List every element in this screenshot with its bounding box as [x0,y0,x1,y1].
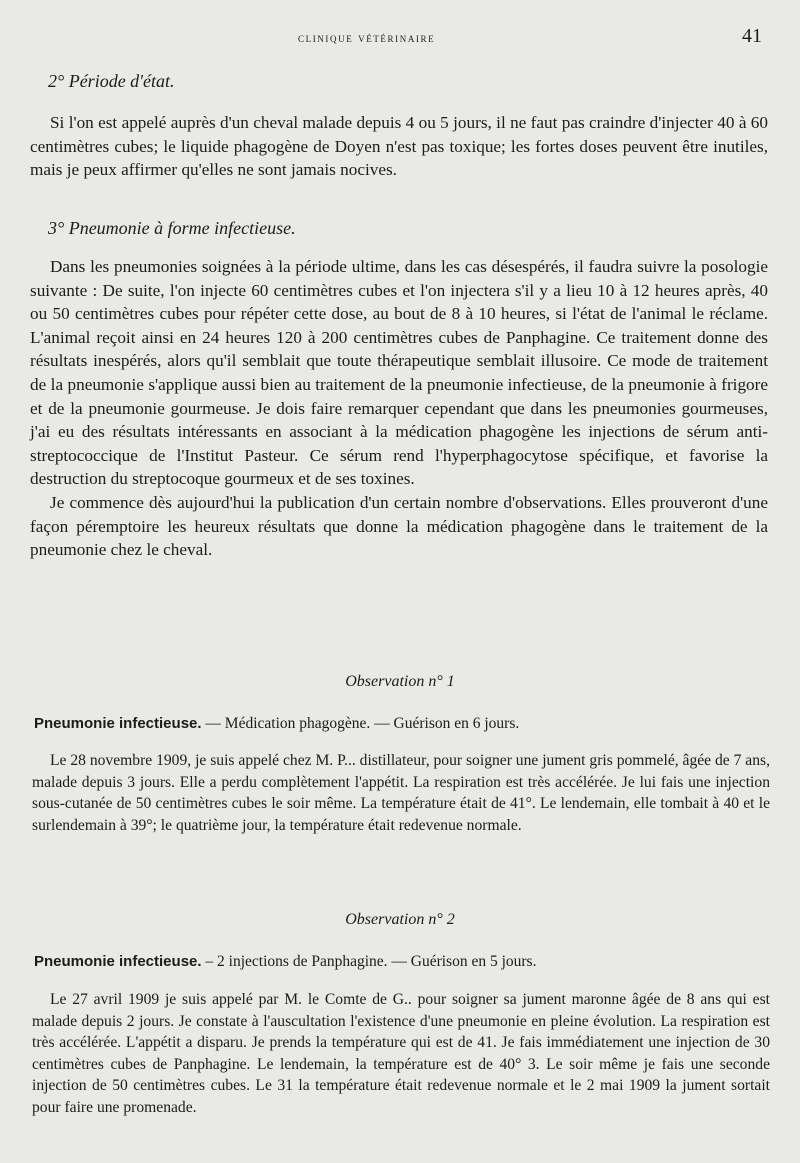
observation-summary: — Médication phagogène. — Guérison en 6 jours. [201,715,520,732]
running-head [0,25,800,52]
paragraph: Le 27 avril 1909 je suis appelé par M. le Comte de G.. pour soigner sa jument maronne âgée de 8 ans qui est malade depuis 2 jours. Je constate à l'auscultation l'existence d'une pneumonie en pleine évolution. La respiration est très accélérée. L'appétit a disparu. Je prends la température qui est de 41. Je fais immédiatement une injection de 30 centimètres cubes de Panphagine. Le lendemain, la température est de 40° 3. Le soir même je fais une seconde injection de 50 centimètres cubes. Le 31 la température était redevenue normale et le 2 mai 1909 la jument sortait pour faire une promenade. [32,991,770,1116]
observation-label: Pneumonie infectieuse. [34,715,202,732]
observation-text-1 [32,750,770,836]
page-number: 41 [742,25,762,47]
observation-summary: – 2 injections de Panphagine. — Guérison en 5 jours. [201,953,537,970]
observation-text-2 [32,989,770,1119]
paragraph: Le 28 novembre 1909, je suis appelé chez M. P... distillateur, pour soigner une jument gris pommelé, âgée de 7 ans, malade depuis 3 jours. Elle a perdu complètement l'appétit. La respiration est très accélérée. Je lui fais une injection sous-cutanée de 50 centimètres cubes le soir même. La température était de 41°. Le lendemain, elle tombait à 40 et le surlendemain à 39°; le quatrième jour, la température était redevenue normale. [32,752,770,834]
observation-title-2: Observation n° 2 [345,911,455,928]
section-heading-periode-etat: 2° Période d'état. [48,71,175,91]
section-heading-pneumonie-infectieuse: 3° Pneumonie à forme infectieuse. [48,218,296,238]
section-paragraph-periode-etat [30,111,768,182]
observation-header-1 [34,715,770,733]
observation-label: Pneumonie infectieuse. [34,953,202,970]
running-title: clinique vétérinaire [298,30,436,45]
paragraph: Si l'on est appelé auprès d'un cheval malade depuis 4 ou 5 jours, il ne faut pas craindre d'injecter 40 à 60 centimètres cubes; le liquide phagogène de Doyen n'est pas toxique; les fortes doses peuvent être inutiles, mais je peux affirmer qu'elles ne sont jamais nocives. [30,113,768,180]
paragraph: Dans les pneumonies soignées à la période ultime, dans les cas désespérés, il faudra suivre la posologie suivante : De suite, l'on injecte 60 centimètres cubes et l'on injectera s'il y a lieu 10 à 12 heures après, 40 ou 50 centimètres cubes pour répéter cette dose, au bout de 8 à 10 heures, si l'état de l'animal le réclame. L'animal reçoit ainsi en 24 heures 120 à 200 centimètres cubes de Panphagine. Ce traitement donne des résultats inespérés, alors qu'il semblait que toute thérapeutique semblait illusoire. Ce mode de traitement de la pneumonie s'applique aussi bien au traitement de la pneumonie infectieuse, de la pneumonie à frigore et de la pneumonie gourmeuse. Je dois faire remarquer cependant que dans les pneumonies gourmeuses, j'ai eu des résultats intéressants en associant à la médication phagogène les injections de sérum anti-streptococcique de l'Institut Pasteur. Ce sérum rend l'hyperphagocytose spécifique, et favorise la destruction du streptocoque gourmeux et de ses toxines. [30,257,768,489]
paragraph: Je commence dès aujourd'hui la publication d'un certain nombre d'observations. Elles prouveront d'une façon péremptoire les heureux résultats que donne la médication phagogène dans le traitement de la pneumonie chez le cheval. [30,492,768,560]
section-body-pneumonie-infectieuse [30,255,768,562]
observation-title-1: Observation n° 1 [345,673,455,690]
observation-header-2 [34,953,770,971]
